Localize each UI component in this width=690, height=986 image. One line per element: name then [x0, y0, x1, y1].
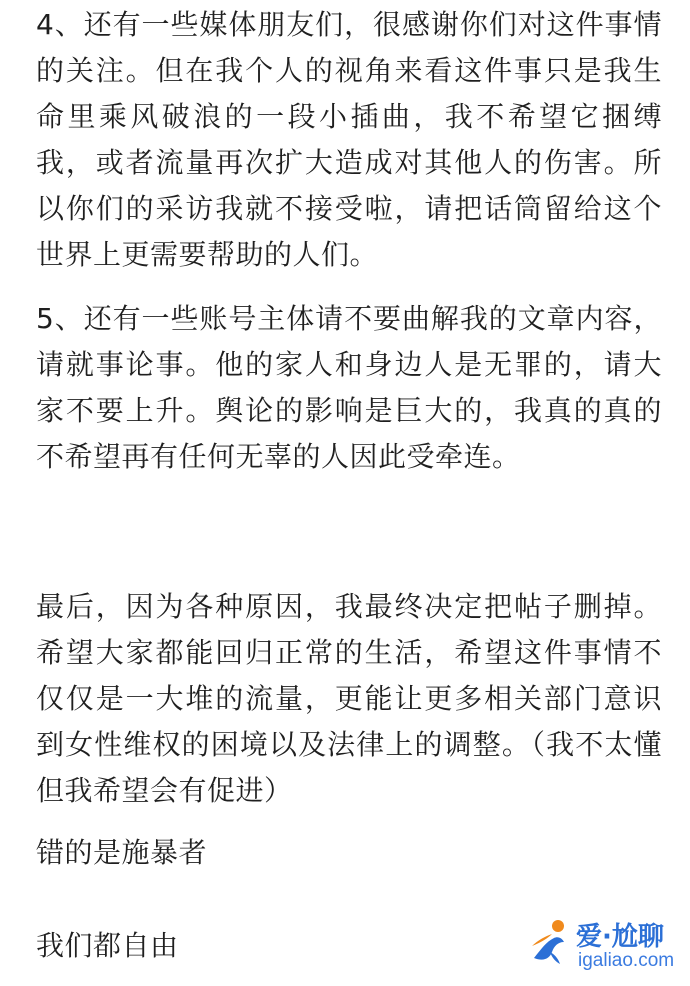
paragraph-final: 最后，因为各种原因，我最终决定把帖子删掉。希望大家都能回归正常的生活，希望这件事情不仅仅是一大堆的流量，更能让更多相关部门意识到女性维权的困境以及法律上的调整。（我不太懂但我希望会有促进）: [36, 590, 662, 807]
watermark-brand: 爱·尬聊: [576, 922, 664, 952]
runner-logo-icon: [528, 918, 572, 966]
paragraph-5: 5、还有一些账号主体请不要曲解我的文章内容，请就事论事。他的家人和身边人是无罪的，请大家不要上升。舆论的影响是巨大的，我真的真的不希望再有任何无辜的人因此受牵连。: [36, 302, 662, 473]
closing-line-1: 错的是施暴者: [36, 836, 208, 869]
paragraph-4: 4、还有一些媒体朋友们，很感谢你们对这件事情的关注。但在我个人的视角来看这件事只是我生命里乘风破浪的一段小插曲，我不希望它捆缚我，或者流量再次扩大造成对其他人的伤害。所以你们的采访我就不接受啦，请把话筒留给这个世界上更需要帮助的人们。: [36, 8, 662, 271]
closing-line-2: 我们都自由: [36, 929, 179, 962]
watermark-url: igaliao.com: [578, 950, 675, 971]
site-watermark: [528, 912, 688, 980]
